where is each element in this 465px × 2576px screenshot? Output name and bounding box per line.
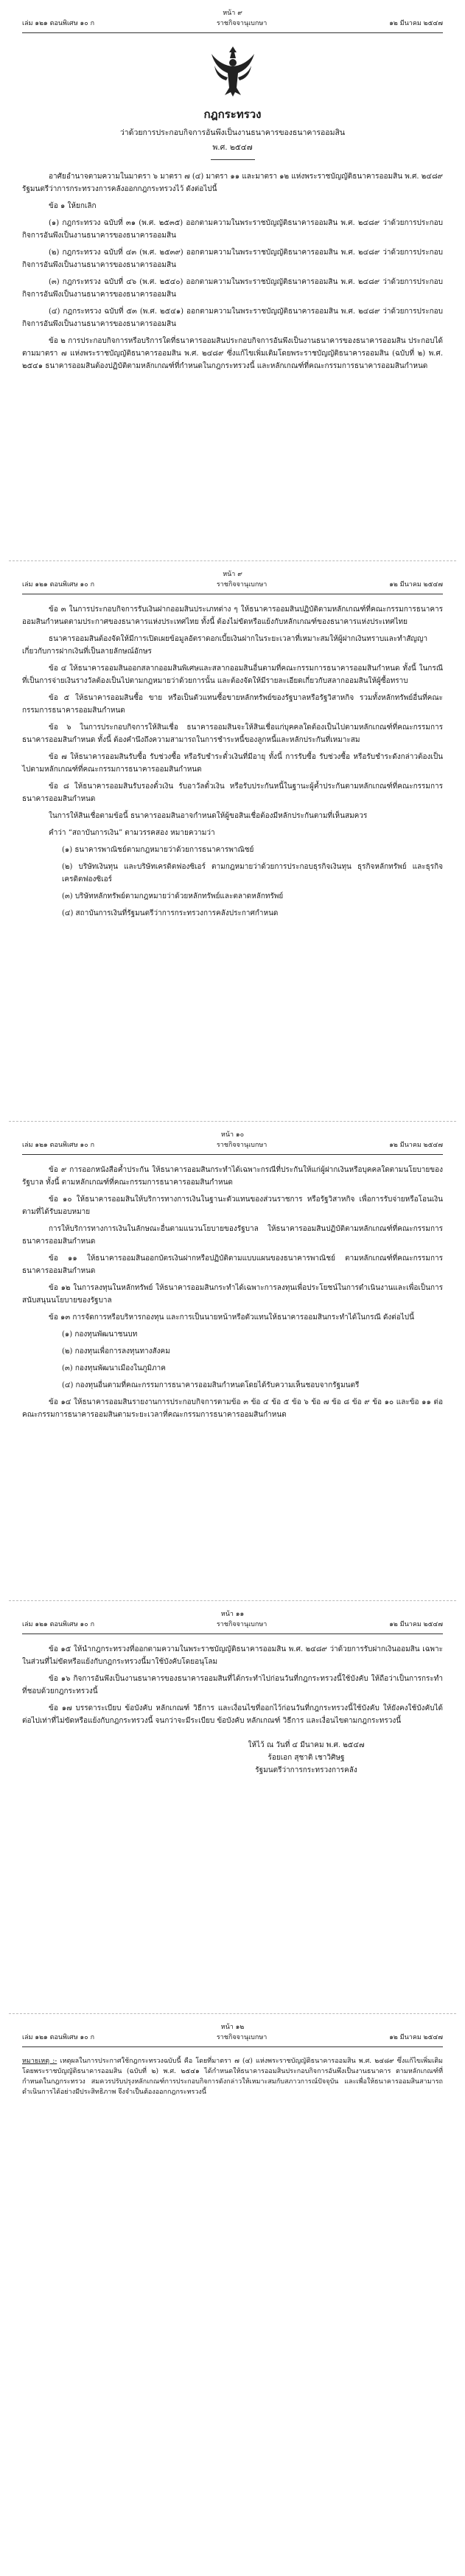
decree-title-block <box>22 105 443 160</box>
gazette-name: ราชกิจจานุเบกษา <box>216 581 268 589</box>
paragraph: ข้อ ๑๕ ให้นำกฎกระทรวงที่ออกตามความในพระราชบัญญัติธนาคารออมสิน พ.ศ. ๒๔๘๙ ว่าด้วยการรับฝากเงินออมสิน เฉพาะในส่วนที่ไม่ขัดหรือแย้งกับกฎกระทรวงนี้มาใช้บังคับโดยอนุโลม <box>22 1645 443 1666</box>
decree-title: กฎกระทรวง <box>203 108 262 121</box>
paragraph: ข้อ ๑๖ กิจการอันพึงเป็นงานธนาคารของธนาคารออมสินที่ได้กระทำไปก่อนวันที่กฎกระทรวงนี้ใช้บังคับ ให้ถือว่าเป็นการกระทำที่ชอบด้วยกฎกระทรวงนี้ <box>22 1675 443 1695</box>
decree-year: พ.ศ. ๒๕๔๗ <box>212 143 253 152</box>
gazette-page-5 <box>9 2013 456 2561</box>
volume-label: เล่ม ๑๒๑ ตอนพิเศษ ๑๐ ก <box>22 1142 95 1149</box>
note-label: หมายเหตุ :- <box>22 2058 57 2065</box>
paragraph: ข้อ ๖ ในการประกอบกิจการให้สินเชื่อ ธนาคารออมสินจะให้สินเชื่อแก่บุคคลใดต้องเป็นไปตามหลักเกณฑ์ที่คณะกรรมการธนาคารออมสินกำหนด ทั้งนี้ ต้องคำนึงถึงความสามารถในการชำระหนี้ของลูกหนี้และหลักประกันที่เหมาะสม <box>22 723 443 744</box>
publish-date: ๑๒ มีนาคม ๒๕๔๗ <box>389 2034 443 2041</box>
publish-date: ๑๒ มีนาคม ๒๕๔๗ <box>389 581 443 589</box>
garuda-seal-icon <box>209 44 257 98</box>
page-number: หน้า ๙ <box>223 571 242 578</box>
decree-subtitle: ว่าด้วยการประกอบกิจการอันพึงเป็นงานธนาคารของธนาคารออมสิน <box>119 128 346 137</box>
volume-label: เล่ม ๑๒๑ ตอนพิเศษ ๑๐ ก <box>22 2034 95 2041</box>
gazette-name: ราชกิจจานุเบกษา <box>216 1142 268 1149</box>
gazette-name: ราชกิจจานุเบกษา <box>216 20 268 27</box>
publish-date: ๑๒ มีนาคม ๒๕๔๗ <box>389 1142 443 1149</box>
list-item: (๒) กองทุนเพื่อการลงทุนทางสังคม <box>62 1347 170 1355</box>
explanatory-note <box>22 2056 443 2097</box>
note-text: เหตุผลในการประกาศใช้กฎกระทรวงฉบับนี้ คือ โดยที่มาตรา ๗ (๔) แห่งพระราชบัญญัติธนาคารออมสิน พ.ศ. ๒๔๘๙ ซึ่งแก้ไขเพิ่มเติมโดยพระราชบัญญัติธนาคารออมสิน (ฉบับที่ ๒) พ.ศ. ๒๕๔๑ ได้กำหนดให้ธนาคารออมสินประกอบกิจการอันพึงเป็นงานธนาคาร ตามหลักเกณฑ์ที่กำหนดในกฎกระทรวง สมควรปรับปรุงหลักเกณฑ์การประกอบกิจการดังกล่าวให้เหมาะสมกับสภาวการณ์ปัจจุบัน และเพื่อให้ธนาคารออมสินสามารถดำเนินการได้อย่างมีประสิทธิภาพ จึงจำเป็นต้องออกกฎกระทรวงนี้ <box>22 2058 443 2096</box>
paragraph: คำว่า “สถาบันการเงิน” ตามวรรคสอง หมายความว่า <box>49 829 215 837</box>
list-item: (๔) สถาบันการเงินที่รัฐมนตรีว่าการกระทรวงการคลังประกาศกำหนด <box>62 909 279 917</box>
list-item: (๔) กองทุนอื่นตามที่คณะกรรมการธนาคารออมสินกำหนดโดยได้รับความเห็นชอบจากรัฐมนตรี <box>62 1381 360 1389</box>
signatory-position: รัฐมนตรีว่าการกระทรวงการคลัง <box>255 1766 357 1774</box>
signatory-name: ร้อยเอก สุชาติ เชาวิศิษฐ <box>268 1754 345 1762</box>
paragraph: การให้บริการทางการเงินในลักษณะอื่นตามแนวนโยบายของรัฐบาล ให้ธนาคารออมสินปฏิบัติตามหลักเกณฑ์ที่คณะกรรมการธนาคารออมสินกำหนด <box>22 1225 443 1246</box>
page-number: หน้า ๑๑ <box>220 1611 245 1618</box>
publish-date: ๑๒ มีนาคม ๒๕๔๗ <box>389 1621 443 1628</box>
paragraph: ข้อ ๕ ให้ธนาคารออมสินซื้อ ขาย หรือเป็นตัวแทนซื้อขายหลักทรัพย์ของรัฐบาลหรือรัฐวิสาหกิจ รวมทั้งหลักทรัพย์อื่นที่คณะกรรมการธนาคารออมสินกำหนด <box>22 694 443 715</box>
paragraph: ข้อ ๒ การประกอบกิจการหรือบริการใดที่ธนาคารออมสินประกอบกิจการอันพึงเป็นงานธนาคารของธนาคารออมสิน ประกอบได้ตามมาตรา ๗ แห่งพระราชบัญญัติธนาคารออมสิน พ.ศ. ๒๔๘๙ ซึ่งแก้ไขเพิ่มเติมโดยพระราชบัญญัติธนาคารออมสิน (ฉบับที่ ๒) พ.ศ. ๒๕๔๑ ธนาคารออมสินต้องปฏิบัติตามหลักเกณฑ์ที่กำหนดในกฎกระทรวงนี้ และหลักเกณฑ์ที่คณะกรรมการธนาคารออมสินกำหนด <box>22 337 443 370</box>
title-divider <box>211 159 255 160</box>
paragraph: ข้อ ๑๓ การจัดการหรือบริหารกองทุน และการเป็นนายหน้าหรือตัวแทนให้ธนาคารออมสินกระทำได้ในกรณี ดังต่อไปนี้ <box>49 1313 414 1322</box>
page-number: หน้า ๑๒ <box>220 2024 245 2031</box>
gazette-name: ราชกิจจานุเบกษา <box>216 1621 268 1628</box>
list-item: (๒) บริษัทเงินทุน และบริษัทเครดิตฟองซิเอร์ ตามกฎหมายว่าด้วยการประกอบธุรกิจเงินทุน ธุรกิจหลักทรัพย์ และธุรกิจเครดิตฟองซิเอร์ <box>62 863 443 883</box>
paragraph: ข้อ ๑๐ ให้ธนาคารออมสินให้บริการทางการเงินในฐานะตัวแทนของส่วนราชการ หรือรัฐวิสาหกิจ เพื่อการรับจ่ายหรือโอนเงินตามที่ได้รับมอบหมาย <box>22 1195 443 1216</box>
volume-label: เล่ม ๑๒๑ ตอนพิเศษ ๑๐ ก <box>22 20 95 27</box>
publish-date: ๑๒ มีนาคม ๒๕๔๗ <box>389 20 443 27</box>
paragraph: ข้อ ๑๒ ในการลงทุนในหลักทรัพย์ ให้ธนาคารออมสินกระทำได้เฉพาะการลงทุนเพื่อประโยชน์ในการดำเนินงานและเพื่อเป็นการสนับสนุนนโยบายของรัฐบาล <box>22 1284 443 1305</box>
paragraph: (๑) กฎกระทรวง ฉบับที่ ๓๑ (พ.ศ. ๒๕๓๕) ออกตามความในพระราชบัญญัติธนาคารออมสิน พ.ศ. ๒๔๘๙ ว่าด้วยการประกอบกิจการอันพึงเป็นงานธนาคารของธนาคารออมสิน <box>22 219 443 240</box>
list-item: (๓) บริษัทหลักทรัพย์ตามกฎหมายว่าด้วยหลักทรัพย์และตลาดหลักทรัพย์ <box>62 892 284 900</box>
gazette-page-2 <box>9 560 456 1121</box>
list-item: (๑) กองทุนพัฒนาชนบท <box>62 1330 138 1339</box>
paragraph: (๓) กฎกระทรวง ฉบับที่ ๔๖ (พ.ศ. ๒๕๔๐) ออกตามความในพระราชบัญญัติธนาคารออมสิน พ.ศ. ๒๔๘๙ ว่าด้วยการประกอบกิจการอันพึงเป็นงานธนาคารของธนาคารออมสิน <box>22 278 443 299</box>
page-header <box>22 1129 443 1155</box>
given-date: ให้ไว้ ณ วันที่ ๔ มีนาคม พ.ศ. ๒๕๔๗ <box>248 1741 365 1749</box>
gazette-page-1 <box>9 0 456 560</box>
paragraph: ข้อ ๘ ให้ธนาคารออมสินรับรองตั๋วเงิน รับอาวัลตั๋วเงิน หรือรับประกันหนี้ในฐานะผู้ค้ำประกันตามหลักเกณฑ์ที่คณะกรรมการธนาคารออมสินกำหนด <box>22 782 443 803</box>
paragraph: ในการให้สินเชื่อตามข้อนี้ ธนาคารออมสินอาจกำหนดให้ผู้ขอสินเชื่อต้องมีหลักประกันตามที่เห็นสมควร <box>49 812 368 820</box>
paragraph: ข้อ ๑ ให้ยกเลิก <box>49 202 97 210</box>
volume-label: เล่ม ๑๒๑ ตอนพิเศษ ๑๐ ก <box>22 1621 95 1628</box>
gazette-page-4 <box>9 1600 456 2013</box>
list-item: (๑) ธนาคารพาณิชย์ตามกฎหมายว่าด้วยการธนาคารพาณิชย์ <box>62 846 254 854</box>
paragraph: ข้อ ๑๔ ให้ธนาคารออมสินรายงานการประกอบกิจการตามข้อ ๓ ข้อ ๔ ข้อ ๕ ข้อ ๖ ข้อ ๗ ข้อ ๘ ข้อ ๙ ข้อ ๑๐ และข้อ ๑๑ ต่อคณะกรรมการธนาคารออมสินตามระยะเวลาที่คณะกรรมการธนาคารออมสินกำหนด <box>22 1398 443 1419</box>
signature-block <box>22 1739 443 1777</box>
page-header <box>22 2021 443 2047</box>
paragraph: ข้อ ๙ การออกหนังสือค้ำประกัน ให้ธนาคารออมสินกระทำได้เฉพาะกรณีที่ประกันให้แก่ผู้ฝากเงินหรือบุคคลใดตามนโยบายของรัฐบาล ทั้งนี้ ตามหลักเกณฑ์ที่คณะกรรมการธนาคารออมสินกำหนด <box>22 1166 443 1187</box>
paragraph: ข้อ ๑๗ บรรดาระเบียบ ข้อบังคับ หลักเกณฑ์ วิธีการ และเงื่อนไขที่ออกไว้ก่อนวันที่กฎกระทรวงนี้ใช้บังคับ ให้ยังคงใช้บังคับได้ต่อไปเท่าที่ไม่ขัดหรือแย้งกับกฎกระทรวงนี้ จนกว่าจะมีระเบียบ ข้อบังคับ หลักเกณฑ์ วิธีการ และเงื่อนไขตามกฎกระทรวงนี้ <box>22 1704 443 1725</box>
gazette-name: ราชกิจจานุเบกษา <box>216 2034 268 2041</box>
paragraph: อาศัยอำนาจตามความในมาตรา ๖ มาตรา ๗ (๔) มาตรา ๑๑ และมาตรา ๑๒ แห่งพระราชบัญญัติธนาคารออมสิน พ.ศ. ๒๔๘๙ รัฐมนตรีว่าการกระทรวงการคลังออกกฎกระทรวงไว้ ดังต่อไปนี้ <box>22 173 443 193</box>
paragraph: ข้อ ๑๑ ให้ธนาคารออมสินออกบัตรเงินฝากหรือปฏิบัติตามแบบแผนของธนาคารพาณิชย์ ตามหลักเกณฑ์ที่คณะกรรมการธนาคารออมสินกำหนด <box>22 1254 443 1275</box>
paragraph: ธนาคารออมสินต้องจัดให้มีการเปิดเผยข้อมูลอัตราดอกเบี้ยเงินฝากในระยะเวลาที่เหมาะสมให้ผู้ฝากเงินทราบและทำสัญญาเกี่ยวกับการฝากเงินที่เป็นลายลักษณ์อักษร <box>22 635 428 656</box>
gazette-page-3 <box>9 1121 456 1600</box>
paragraph: (๒) กฎกระทรวง ฉบับที่ ๔๓ (พ.ศ. ๒๕๓๙) ออกตามความในพระราชบัญญัติธนาคารออมสิน พ.ศ. ๒๔๘๙ ว่าด้วยการประกอบกิจการอันพึงเป็นงานธนาคารของธนาคารออมสิน <box>22 249 443 269</box>
page-header <box>22 569 443 594</box>
list-item: (๓) กองทุนพัฒนาเมืองในภูมิภาค <box>62 1364 166 1372</box>
page-header <box>22 7 443 33</box>
volume-label: เล่ม ๑๒๑ ตอนพิเศษ ๑๐ ก <box>22 581 95 589</box>
page-header <box>22 1608 443 1634</box>
paragraph: ข้อ ๔ ให้ธนาคารออมสินออกสลากออมสินพิเศษและสลากออมสินอื่นตามที่คณะกรรมการธนาคารออมสินกำหนด ทั้งนี้ ในกรณีที่เป็นการจ่ายเงินรางวัลต้องเป็นไปตามกฎหมายว่าด้วยการนั้น และต้องจัดให้มีรายละเอียดเกี่ยวกับสลากออมสินให้ผู้ซื้อทราบ <box>22 664 443 685</box>
paragraph: ข้อ ๗ ให้ธนาคารออมสินรับซื้อ รับช่วงซื้อ หรือรับชำระตั๋วเงินที่มีอายุ ทั้งนี้ การรับซื้อ รับช่วงซื้อ หรือรับชำระดังกล่าวต้องเป็นไปตามหลักเกณฑ์ที่คณะกรรมการธนาคารออมสินกำหนด <box>22 753 443 774</box>
page-number: หน้า ๑๐ <box>220 1131 245 1139</box>
paragraph: (๔) กฎกระทรวง ฉบับที่ ๕๓ (พ.ศ. ๒๕๔๑) ออกตามความในพระราชบัญญัติธนาคารออมสิน พ.ศ. ๒๔๘๙ ว่าด้วยการประกอบกิจการอันพึงเป็นงานธนาคารของธนาคารออมสิน <box>22 308 443 328</box>
page-number: หน้า ๙ <box>223 10 242 17</box>
paragraph: ข้อ ๓ ในการประกอบกิจการรับเงินฝากออมสินประเภทต่าง ๆ ให้ธนาคารออมสินปฏิบัติตามหลักเกณฑ์ที่คณะกรรมการธนาคารออมสินกำหนดตามประกาศของธนาคารแห่งประเทศไทย ทั้งนี้ ต้องไม่ขัดหรือแย้งกับหลักเกณฑ์ของธนาคารแห่งประเทศไทย <box>22 605 443 626</box>
